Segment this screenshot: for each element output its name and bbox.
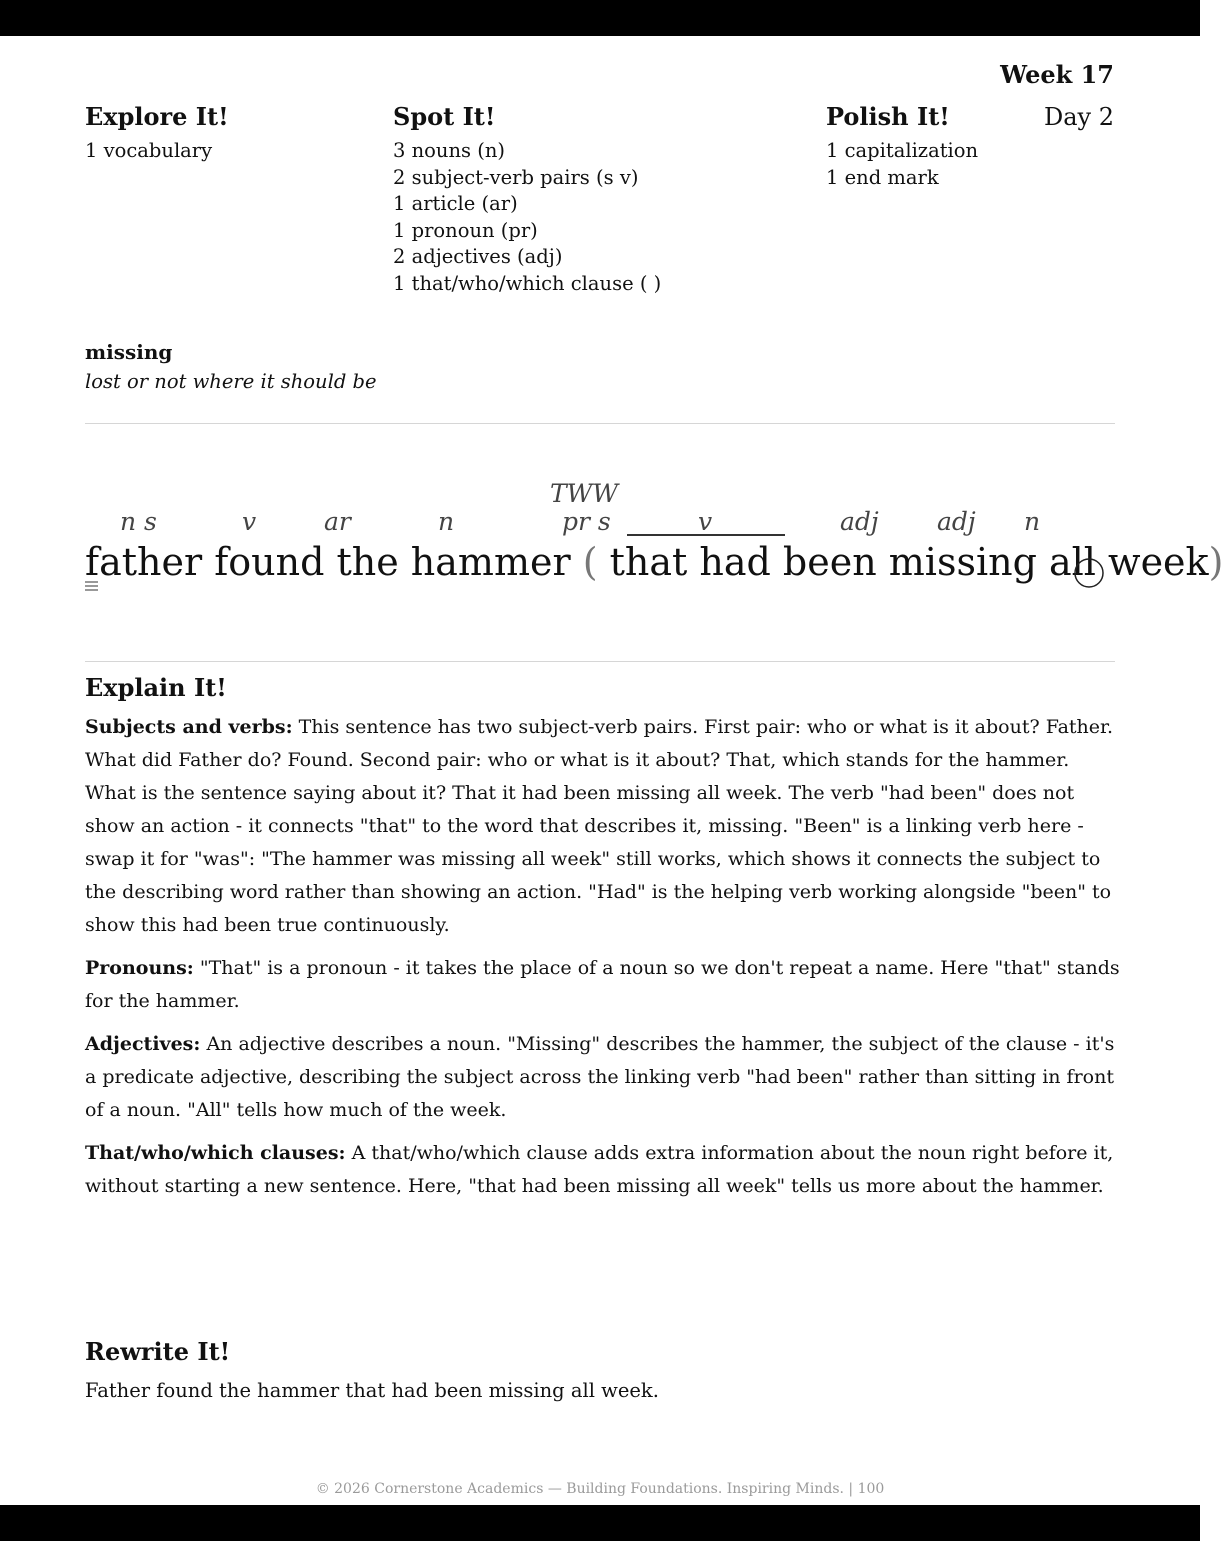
explain-text: A that/who/which clause adds extra information about the noun right before it, without starting a new sentence. Here, "that had been missing all week" tells us more about the hammer. (85, 1142, 1114, 1197)
explain-label: Pronouns: (85, 957, 194, 979)
polish-list (826, 138, 978, 191)
capitalization-mark-icon (85, 580, 99, 592)
spot-item: 1 article (ar) (393, 192, 518, 216)
spot-title: Spot It! (393, 102, 496, 131)
explain-title: Explain It! (85, 673, 227, 702)
week-label: Week 17 (1000, 60, 1114, 89)
mark-missing: adj (840, 507, 879, 536)
practice-sentence (85, 536, 1223, 588)
rewrite-title: Rewrite It! (85, 1337, 231, 1366)
mark-the: ar (324, 507, 351, 536)
spot-column (393, 102, 661, 298)
page-footer: © 2026 Cornerstone Academics — Building Foundations. Inspiring Minds. | 100 (315, 1481, 885, 1497)
mark-tww: TWW (550, 479, 619, 508)
explain-label: Adjectives: (85, 1033, 201, 1055)
explain-text: An adjective describes a noun. "Missing" describes the hammer, the subject of the clause - it's a predicate adjective, describing the subject across the linking verb "had been" rather than sitting in front of a noun. "All" tells how much of the week. (85, 1033, 1115, 1121)
bottom-black-bar (0, 1505, 1200, 1541)
sentence-part-1: father found the hammer (85, 540, 583, 584)
sentence-part-2: that had been missing all week (597, 540, 1209, 584)
explore-column (85, 102, 229, 165)
spot-list (393, 138, 661, 298)
mark-father: n s (120, 507, 157, 536)
divider (85, 423, 1115, 424)
open-parenthesis: ( (582, 540, 598, 584)
polish-column (826, 102, 978, 191)
explain-text: "That" is a pronoun - it takes the place of a noun so we don't repeat a name. Here "that" stands for the hammer. (85, 957, 1120, 1012)
explain-label: That/who/which clauses: (85, 1142, 346, 1164)
mark-all: adj (937, 507, 976, 536)
day-label: Day 2 (1043, 103, 1114, 131)
top-black-bar (0, 0, 1200, 36)
mark-had-been: v (698, 507, 713, 536)
explore-item: 1 vocabulary (85, 139, 213, 162)
polish-title: Polish It! (826, 102, 950, 131)
polish-item: 1 capitalization (826, 139, 979, 162)
explore-list (85, 138, 229, 165)
explain-paragraph (85, 952, 1125, 1018)
spot-item: 2 subject-verb pairs (s v) (393, 165, 639, 189)
end-mark-circle-icon (1072, 556, 1106, 590)
explain-text: This sentence has two subject-verb pairs. First pair: who or what is it about? Father. What did Father do? Found. Second pair: who or what is it about? That, which stands for the hammer. What is the sentence saying about it? That it had been missing all week. The verb "had been" does not show an action - it connects "that" to the word that describes it, missing. "Been" is a linking verb here - swap it for "was": "The hammer was missing all week" still works, which shows it connects the subject to the describing word rather than showing an action. "Had" is the helping verb working alongside "been" to show this had been true continuously. (85, 716, 1114, 936)
rewrite-text: Father found the hammer that had been missing all week. (85, 1379, 659, 1402)
vocab-word: missing (85, 340, 173, 364)
explore-title: Explore It! (85, 102, 229, 131)
explain-paragraph (85, 711, 1125, 942)
vocab-definition: lost or not where it should be (85, 370, 377, 393)
close-parenthesis: ) (1208, 540, 1223, 584)
spot-item: 1 that/who/which clause ( ) (393, 271, 662, 295)
explain-label: Subjects and verbs: (85, 716, 293, 738)
mark-week: n (1024, 507, 1041, 536)
explain-paragraph (85, 1137, 1125, 1203)
spot-item: 1 pronoun (pr) (393, 218, 538, 242)
spot-item: 2 adjectives (adj) (393, 245, 563, 269)
explain-paragraph (85, 1028, 1125, 1127)
mark-found: v (242, 507, 257, 536)
mark-hammer: n (438, 507, 455, 536)
mark-that: pr s (562, 507, 611, 536)
spot-item: 3 nouns (n) (393, 139, 506, 162)
divider (85, 661, 1115, 662)
polish-item: 1 end mark (826, 165, 939, 189)
explain-body (85, 711, 1125, 1213)
